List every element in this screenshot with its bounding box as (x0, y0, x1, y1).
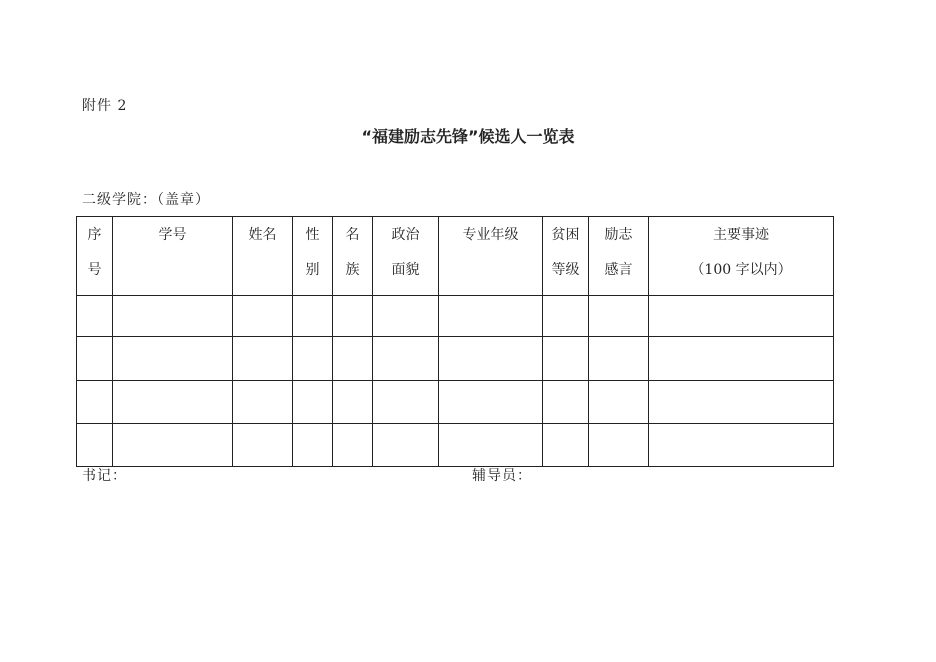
header-cell-index: 序 号 (77, 217, 113, 296)
table-header-row (77, 217, 834, 296)
header-cell-poverty-level: 贫困 等级 (543, 217, 589, 296)
attachment-label: 附件 2 (82, 98, 128, 114)
table-cell[interactable] (233, 424, 293, 467)
table-cell[interactable] (649, 381, 834, 424)
table-cell[interactable] (293, 296, 333, 337)
table-cell[interactable] (113, 381, 233, 424)
table-cell[interactable] (439, 337, 543, 381)
table-cell[interactable] (333, 337, 373, 381)
table-cell[interactable] (589, 381, 649, 424)
table-cell[interactable] (113, 337, 233, 381)
header-cell-major-grade: 专业年级 (439, 217, 543, 296)
table-row (77, 337, 834, 381)
table-row (77, 381, 834, 424)
table-cell[interactable] (649, 337, 834, 381)
table-cell[interactable] (293, 337, 333, 381)
table-cell[interactable] (77, 296, 113, 337)
table-cell[interactable] (333, 424, 373, 467)
header-cell-motto: 励志 感言 (589, 217, 649, 296)
table-cell[interactable] (293, 424, 333, 467)
table-cell[interactable] (373, 296, 439, 337)
header-cell-ethnicity: 名 族 (333, 217, 373, 296)
table-cell[interactable] (649, 296, 834, 337)
table-cell[interactable] (439, 296, 543, 337)
table-cell[interactable] (439, 381, 543, 424)
table-cell[interactable] (589, 424, 649, 467)
table-cell[interactable] (543, 337, 589, 381)
table-cell[interactable] (439, 424, 543, 467)
header-cell-student-id: 学号 (113, 217, 233, 296)
candidate-table (76, 216, 834, 467)
table-cell[interactable] (233, 337, 293, 381)
table-cell[interactable] (77, 381, 113, 424)
header-cell-main-deeds: 主要事迹 （100 字以内） (649, 217, 834, 296)
counselor-signature-label: 辅导员： (472, 468, 532, 484)
table-cell[interactable] (589, 337, 649, 381)
table-row (77, 296, 834, 337)
table-cell[interactable] (543, 424, 589, 467)
table-cell[interactable] (543, 381, 589, 424)
table-cell[interactable] (77, 337, 113, 381)
table-cell[interactable] (333, 296, 373, 337)
table-cell[interactable] (543, 296, 589, 337)
table-cell[interactable] (373, 424, 439, 467)
table-cell[interactable] (113, 424, 233, 467)
table-row (77, 424, 834, 467)
table-cell[interactable] (233, 381, 293, 424)
table-cell[interactable] (333, 381, 373, 424)
table-cell[interactable] (373, 337, 439, 381)
header-cell-name: 姓名 (233, 217, 293, 296)
header-cell-gender: 性 别 (293, 217, 333, 296)
header-cell-political-status: 政治 面貌 (373, 217, 439, 296)
table-cell[interactable] (77, 424, 113, 467)
document-title: “福建励志先锋”候选人一览表 (361, 127, 575, 146)
college-stamp-label: 二级学院：（盖章） (82, 192, 210, 208)
table-cell[interactable] (113, 296, 233, 337)
table-cell[interactable] (589, 296, 649, 337)
table-cell[interactable] (649, 424, 834, 467)
table-cell[interactable] (233, 296, 293, 337)
table-body (77, 296, 834, 467)
table-cell[interactable] (293, 381, 333, 424)
secretary-signature-label: 书记： (82, 468, 127, 484)
table-cell[interactable] (373, 381, 439, 424)
